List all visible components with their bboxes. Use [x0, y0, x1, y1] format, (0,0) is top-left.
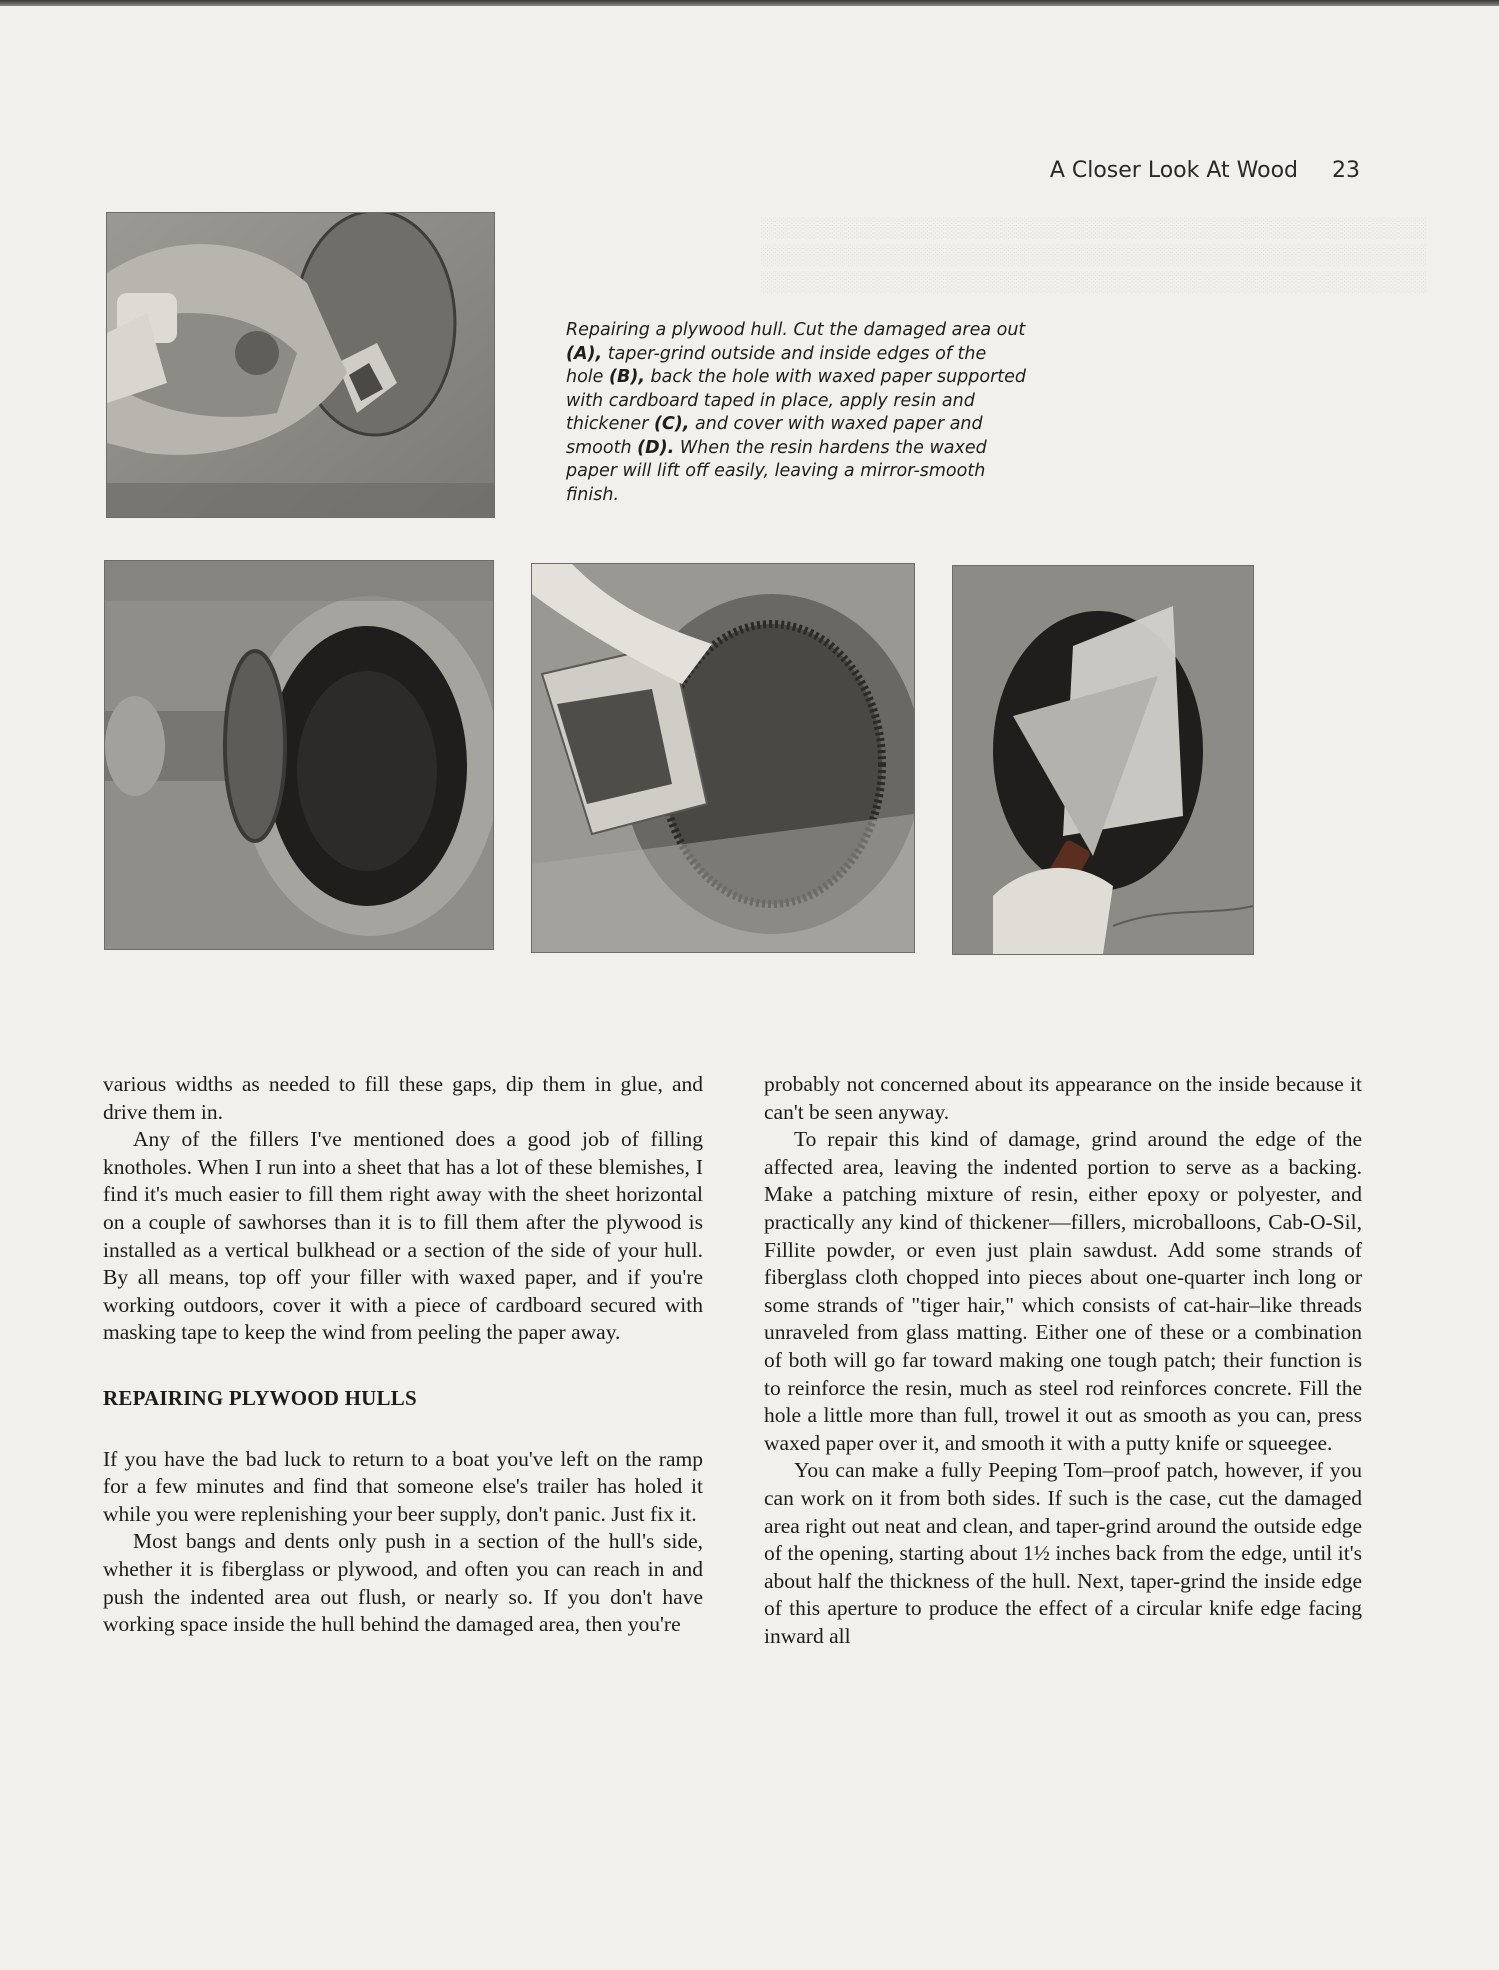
caption-label-a: (A), [566, 343, 603, 364]
paragraph: various widths as needed to fill these gaps, dip them in glue, and drive them in. [103, 1072, 703, 1124]
photo-a-cutting [106, 212, 495, 518]
running-head [1000, 158, 1360, 194]
caption-text: back the hole with waxed paper supported with cardboard taped in place, apply resin and thickener [566, 367, 1027, 434]
caption-text: and cover with waxed paper and smooth [566, 414, 983, 458]
paragraph: You can make a fully Peeping Tom–proof patch, however, if you can work on it from both sides. If such is the case, cut the damaged area right out neat and clean, and taper-grind around the outside edge of the opening, starting about 1½ inches back from the edge, until it's about half the thickness of the hull. Next, taper-grind the inside edge of this aperture to produce the effect of a circular knife edge facing inward all [764, 1458, 1362, 1648]
paragraph: Most bangs and dents only push in a section of the hull's side, whether it is fiberglass or plywood, and often you can reach in and push the indented area out flush, or nearly so. If you don't have working space inside the hull behind the damaged area, then you're [103, 1529, 703, 1637]
right-column [764, 1071, 1362, 1650]
photo-b-image [105, 561, 493, 949]
left-column [103, 1071, 703, 1639]
paragraph: To repair this kind of damage, grind around the edge of the affected area, leaving the indented portion to serve as a backing. Make a patching mixture of resin, either epoxy or polyester, and practically any kind of thickener—fillers, microballoons, Cab-O-Sil, Fillite powder, or even just plain sawdust. Add some strands of fiberglass cloth chopped into pieces about one-quarter inch long or some strands of "tiger hair," which consists of cat-hair–like threads unraveled from glass matting. Either one of these or a combination of both will go far toward making one tough patch; their function is to reinforce the resin, much as steel rod reinforces concrete. Fill the hole a little more than full, trowel it out as smooth as you can, press waxed paper over it, and smooth it with a putty knife or squeegee. [764, 1127, 1362, 1455]
photo-c-applying-resin [531, 563, 915, 953]
section-heading: REPAIRING PLYWOOD HULLS [103, 1385, 417, 1410]
paragraph: Any of the fillers I've mentioned does a good job of filling knotholes. When I run into a sheet that has a lot of these blemishes, I find it's much easier to fill them right away with the sheet horizontal on a couple of sawhorses than it is to fill them after the plywood is installed as a vertical bulkhead or a section of the side of your hull. By all means, top off your filler with waxed paper, and if you're working outdoors, cover it with a piece of cardboard secured with masking tape to keep the wind from peeling the paper away. [103, 1127, 703, 1345]
caption-label-d: (D). [637, 437, 675, 458]
photo-a-image [107, 213, 494, 517]
photo-d-image [953, 566, 1253, 954]
photo-b-grinding [104, 560, 494, 950]
page-top-edge [0, 0, 1499, 6]
show-through-texture: ░░░░░░░░░░░░░░░░░░░░░░░░░░░░░░░░░░░░░░░░░░░░░░░ ░░░░░░░░░░░░░░░░░░░░░░░░░░░░░░░░░░░░░░░░░░░░░░░ ░░░░░░░░░░░░░░░░░░░░░░░░░░░░░░░░░░░░░░░░░░░░░░░ [760, 217, 1426, 293]
paragraph: probably not concerned about its appearance on the inside because it can't be seen anyway. [764, 1072, 1362, 1124]
caption-label-c: (C), [653, 414, 690, 434]
caption-label-b: (B), [609, 367, 645, 387]
photo-d-smoothing [952, 565, 1254, 955]
running-title: A Closer Look At Wood [1049, 158, 1298, 183]
figure-caption [566, 319, 1028, 507]
caption-text: When the resin hardens the waxed paper will lift off easily, leaving a mirror-smooth finish. [566, 437, 987, 505]
caption-text: taper-grind outside and inside edges of the hole [566, 343, 987, 387]
paragraph: If you have the bad luck to return to a boat you've left on the ramp for a few minutes and find that someone else's trailer has holed it while you were replenishing your beer supply, don't panic. Just fix it. [103, 1446, 703, 1526]
caption-text: Repairing a plywood hull. Cut the damaged area out [566, 320, 1026, 340]
photo-c-image [532, 564, 914, 952]
page-number: 23 [1332, 158, 1360, 183]
